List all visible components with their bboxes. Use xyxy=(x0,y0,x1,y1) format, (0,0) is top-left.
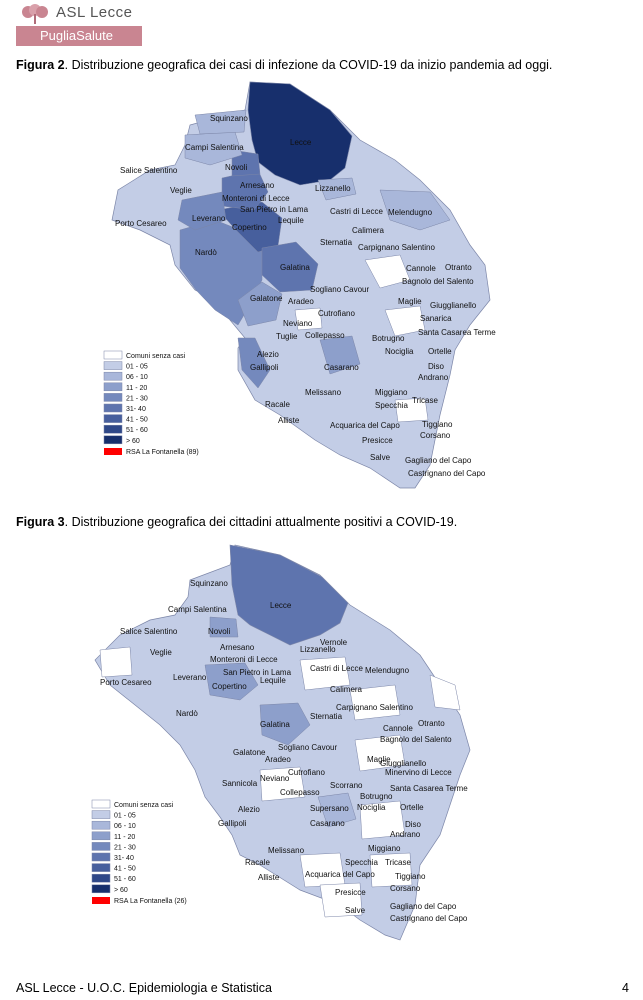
map-place-label: Aradeo xyxy=(288,297,314,306)
map-place-label: Tricase xyxy=(385,858,411,867)
map-place-label: Racale xyxy=(265,400,290,409)
map-place-label: Acquarica del Capo xyxy=(305,870,375,879)
legend-swatch xyxy=(104,404,122,412)
map-place-label: Squinzano xyxy=(210,114,248,123)
figure2-text: . Distribuzione geografica dei casi di infezione da COVID-19 da inizio pandemia ad oggi. xyxy=(64,58,553,72)
map-place-label: Maglie xyxy=(398,297,422,306)
map-place-label: Campi Salentina xyxy=(185,143,244,152)
map-place-label: Galatina xyxy=(280,263,310,272)
legend-label: 31- 40 xyxy=(114,855,134,862)
legend-swatch xyxy=(92,832,110,840)
map-place-label: Sogliano Cavour xyxy=(310,285,370,294)
map-place-label: Diso xyxy=(405,820,422,829)
map-place-label: Ortelle xyxy=(428,347,452,356)
map-place-label: Nociglia xyxy=(385,347,414,356)
map-place-label: Arnesano xyxy=(240,181,275,190)
map-place-label: Castrignano del Capo xyxy=(390,914,468,923)
map-place-label: Maglie xyxy=(367,755,391,764)
legend-swatch xyxy=(104,383,122,391)
legend-label: 21 - 30 xyxy=(126,395,148,403)
map-place-label: Minervino di Lecce xyxy=(385,768,452,777)
legend-label: 51 - 60 xyxy=(114,876,136,884)
map-place-label: Neviano xyxy=(260,774,290,783)
legend-swatch xyxy=(104,372,122,380)
figure3-text: . Distribuzione geografica dei cittadini attualmente positivi a COVID-19. xyxy=(64,515,458,529)
map-place-label: Melendugno xyxy=(388,208,433,217)
figure2-rsa-swatch xyxy=(104,448,122,455)
legend-label: 01 - 05 xyxy=(126,363,148,371)
figure3-rsa-label: RSA La Fontanella (26) xyxy=(114,898,187,905)
map-place-label: Salve xyxy=(370,453,391,462)
map-place-label: Salice Salentino xyxy=(120,627,178,636)
map-place-label: Gallipoli xyxy=(250,363,279,372)
map-place-label: Nardò xyxy=(195,248,217,257)
legend-label: 31- 40 xyxy=(126,406,146,413)
legend-swatch xyxy=(92,853,110,861)
map-place-label: San Pietro in Lama xyxy=(240,205,309,214)
map-place-label: Salice Salentino xyxy=(120,166,178,175)
figure2-rsa-label: RSA La Fontanella (89) xyxy=(126,449,199,456)
legend-label: > 60 xyxy=(126,437,140,445)
map-place-label: Giugglianello xyxy=(380,759,427,768)
map-place-label: Casarano xyxy=(324,363,359,372)
map-place-label: Vernole xyxy=(320,638,348,647)
map-place-label: Andrano xyxy=(418,373,449,382)
legend-swatch xyxy=(104,415,122,423)
map-place-label: Castri di Lecce xyxy=(330,207,383,216)
map-place-label: Supersano xyxy=(310,804,349,813)
map-place-label: Calimera xyxy=(352,226,385,235)
map-place-label: Salve xyxy=(345,906,366,915)
logo-org-name: ASL Lecce xyxy=(56,4,133,21)
map-place-label: Castri di Lecce xyxy=(310,664,363,673)
legend-swatch xyxy=(92,811,110,819)
map-place-label: Corsano xyxy=(390,884,421,893)
map-place-label: Tiggiano xyxy=(422,420,453,429)
map-place-label: Sternatia xyxy=(320,238,353,247)
asl-logo xyxy=(16,2,142,46)
map-place-label: Bagnolo del Salento xyxy=(402,277,474,286)
map-place-label: Veglie xyxy=(150,648,172,657)
legend-swatch xyxy=(92,885,110,893)
map-place-label: Monteroni di Lecce xyxy=(210,655,278,664)
map-place-label: Nardò xyxy=(176,709,198,718)
map-place-label: Cannole xyxy=(406,264,436,273)
legend-swatch xyxy=(92,874,110,882)
map-place-label: Alezio xyxy=(257,350,279,359)
map-place-label: Gallipoli xyxy=(218,819,247,828)
map-place-label: Miggiano xyxy=(368,844,401,853)
legend-swatch xyxy=(92,821,110,829)
map-place-label: Racale xyxy=(245,858,270,867)
map-place-label: Galatina xyxy=(260,720,290,729)
map-place-label: Galatone xyxy=(250,294,283,303)
legend-swatch xyxy=(104,436,122,444)
figure3-rsa-swatch xyxy=(92,897,110,904)
map-place-label: Lizzanello xyxy=(300,645,336,654)
map-place-label: San Pietro in Lama xyxy=(223,668,292,677)
map-place-label: Galatone xyxy=(233,748,266,757)
map-place-label: Diso xyxy=(428,362,445,371)
map-place-label: Santa Casarea Terme xyxy=(418,328,496,337)
map-place-label: Sogliano Cavour xyxy=(278,743,338,752)
legend-label: Comuni senza casi xyxy=(126,353,186,360)
legend-label: 41 - 50 xyxy=(126,416,148,424)
logo-band xyxy=(16,26,142,46)
map-place-label: Alezio xyxy=(238,805,260,814)
map-place-label: Bagnolo del Salento xyxy=(380,735,452,744)
legend-label: > 60 xyxy=(114,886,128,894)
map-place-label: Acquarica del Capo xyxy=(330,421,400,430)
map-place-label: Andrano xyxy=(390,830,421,839)
legend-label: 11 - 20 xyxy=(126,384,148,392)
tree-icon xyxy=(18,4,52,24)
map-place-label: Giugglianello xyxy=(430,301,477,310)
map-place-label: Lequile xyxy=(260,676,286,685)
region-nocases-j xyxy=(430,675,460,710)
figure2-label: Figura 2 xyxy=(16,58,65,72)
map-place-label: Alliste xyxy=(258,873,280,882)
map-place-label: Casarano xyxy=(310,819,345,828)
map-place-label: Leverano xyxy=(173,673,207,682)
map-place-label: Scorrano xyxy=(330,781,363,790)
legend-swatch xyxy=(92,800,110,808)
figure3-legend-items xyxy=(92,800,174,894)
figure3-map xyxy=(0,535,643,945)
map-place-label: Collepasso xyxy=(305,331,345,340)
map-place-label: Carpignano Salentino xyxy=(358,243,435,252)
map-place-label: Ortelle xyxy=(400,803,424,812)
map-place-label: Leverano xyxy=(192,214,226,223)
map-place-label: Tuglie xyxy=(276,332,298,341)
map-place-label: Specchia xyxy=(345,858,378,867)
map-place-label: Botrugno xyxy=(360,792,393,801)
legend-swatch xyxy=(92,864,110,872)
legend-label: 41 - 50 xyxy=(114,865,136,873)
map-place-label: Presicce xyxy=(335,888,366,897)
legend-swatch xyxy=(104,425,122,433)
map-place-label: Aradeo xyxy=(265,755,291,764)
map-place-label: Nociglia xyxy=(357,803,386,812)
map-place-label: Presicce xyxy=(362,436,393,445)
legend-label: 06 - 10 xyxy=(126,374,148,382)
map-place-label: Gagliano del Capo xyxy=(390,902,457,911)
map-place-label: Lecce xyxy=(290,138,312,147)
figure2-map xyxy=(0,70,643,500)
legend-swatch xyxy=(104,362,122,370)
figure2-legend xyxy=(104,351,199,456)
map-place-label: Sanarica xyxy=(420,314,452,323)
map-place-label: Cutrofiano xyxy=(318,309,355,318)
legend-label: Comuni senza casi xyxy=(114,802,174,809)
footer-text: ASL Lecce - U.O.C. Epidemiologia e Statistica xyxy=(16,981,272,995)
map-place-label: Otranto xyxy=(445,263,472,272)
map-place-label: Calimera xyxy=(330,685,363,694)
legend-label: 21 - 30 xyxy=(114,844,136,852)
figure2-legend-items xyxy=(104,351,186,445)
map-place-label: Novoli xyxy=(208,627,231,636)
map-place-label: Neviano xyxy=(283,319,313,328)
map-place-label: Arnesano xyxy=(220,643,255,652)
map-place-label: Sannicola xyxy=(222,779,258,788)
legend-label: 01 - 05 xyxy=(114,812,136,820)
map-place-label: Botrugno xyxy=(372,334,405,343)
map-place-label: Corsano xyxy=(420,431,451,440)
legend-label: 11 - 20 xyxy=(114,833,136,841)
map-place-label: Alliste xyxy=(278,416,300,425)
map-place-label: Tricase xyxy=(412,396,438,405)
map-place-label: Melissano xyxy=(305,388,342,397)
figure3-legend xyxy=(92,800,187,905)
map-place-label: Santa Casarea Terme xyxy=(390,784,468,793)
map-place-label: Lizzanello xyxy=(315,184,351,193)
logo-band-text: PugliaSalute xyxy=(40,28,113,43)
legend-swatch xyxy=(104,351,122,359)
figure3-label: Figura 3 xyxy=(16,515,65,529)
map-place-label: Copertino xyxy=(232,223,267,232)
map-place-label: Otranto xyxy=(418,719,445,728)
figure3-caption xyxy=(16,515,457,529)
map-place-label: Lecce xyxy=(270,601,292,610)
map-place-label: Castrignano del Capo xyxy=(408,469,486,478)
map-place-label: Porto Cesareo xyxy=(115,219,167,228)
map-place-label: Gagliano del Capo xyxy=(405,456,472,465)
map-place-label: Melendugno xyxy=(365,666,410,675)
legend-swatch xyxy=(92,842,110,850)
map-place-label: Collepasso xyxy=(280,788,320,797)
legend-label: 06 - 10 xyxy=(114,823,136,831)
legend-label: 51 - 60 xyxy=(126,427,148,435)
map-place-label: Melissano xyxy=(268,846,305,855)
map-place-label: Sternatia xyxy=(310,712,343,721)
map-place-label: Cannole xyxy=(383,724,413,733)
map-place-label: Squinzano xyxy=(190,579,228,588)
map-place-label: Carpignano Salentino xyxy=(336,703,413,712)
map-place-label: Novoli xyxy=(225,163,248,172)
map-place-label: Campi Salentina xyxy=(168,605,227,614)
map-place-label: Lequile xyxy=(278,216,304,225)
page-number: 4 xyxy=(622,981,629,995)
region-nocases-a xyxy=(100,647,132,677)
map-place-label: Porto Cesareo xyxy=(100,678,152,687)
map-place-label: Cutrofiano xyxy=(288,768,325,777)
map-place-label: Miggiano xyxy=(375,388,408,397)
map-place-label: Copertino xyxy=(212,682,247,691)
map-place-label: Tiggiano xyxy=(395,872,426,881)
map-place-label: Veglie xyxy=(170,186,192,195)
map-place-label: Monteroni di Lecce xyxy=(222,194,290,203)
legend-swatch xyxy=(104,393,122,401)
map-place-label: Specchia xyxy=(375,401,408,410)
